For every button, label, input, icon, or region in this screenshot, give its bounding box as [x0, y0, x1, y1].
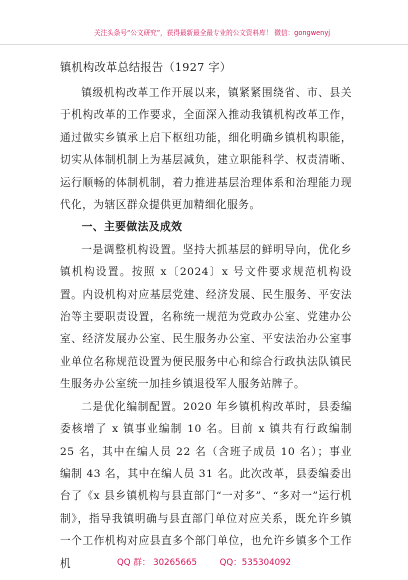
- footer-qq: QQ：535304092: [219, 558, 291, 568]
- page-footer: [0, 556, 408, 572]
- footer-qq-group: QQ 群： 30265665: [117, 558, 197, 568]
- page-header: [0, 0, 408, 45]
- section-heading: 一、主要做法及成效: [81, 220, 183, 234]
- document-body: [60, 52, 352, 575]
- paragraph-1: 一是调整机构设置。坚持大抓基层的鲜明导向，优化乡镇机构设置。按照 x〔2024〕x 号文件要求规范机构设置。内设机构对应基层党建、经济发展、民生服务、平安法治等主要职责设置，名称统一规范为党政办公室、党建办公室、经济发展办公室、民生服务办公室、平安法治办公室事业单位名称规范设置为便民服务中心和综合行政执法队镇民生服务办公室统一加挂乡镇退役军人服务站牌子。: [60, 243, 352, 391]
- intro-paragraph: 镇级机构改革工作开展以来，镇紧紧围绕省、市、县关于机构改革的工作要求，全面深入推动我镇机构改革工作，通过做实乡镇承上启下枢纽功能，细化明确乡镇机构职能，切实从体制机制上为基层减负，建立职能科学、权责清晰、运行顺畅的体制机制，着力推进基层治理体系和治理能力现代化，为辖区群众提供更加精细化服务。: [60, 87, 352, 212]
- header-notice: 关注头条号“公文研究”，获得最新最全最专业的公文资料库！ 微信：gongwenyj: [94, 29, 331, 37]
- document-title: 镇机构改革总结报告（1927 字）: [60, 61, 232, 74]
- paragraph-2: 二是优化编制配置。2020 年乡镇机构改革时，县委编委核增了 x 镇事业编制 10 名。目前 x 镇共有行政编制 25 名，其中在编人员 22 名（含班子成员 10 名）；事业编制 43 名，其中在编人员 31 名。此次改革，县委编委出台了《x 县乡镇机构与县直部门“一对多”、“多对一”运行机制》，指导我镇明确与县直部门单位对应关系，既允许乡镇一个工作机构对应县直多个部门单位，也允许乡镇多个工作机: [60, 400, 352, 570]
- document-paragraphs: [60, 82, 352, 575]
